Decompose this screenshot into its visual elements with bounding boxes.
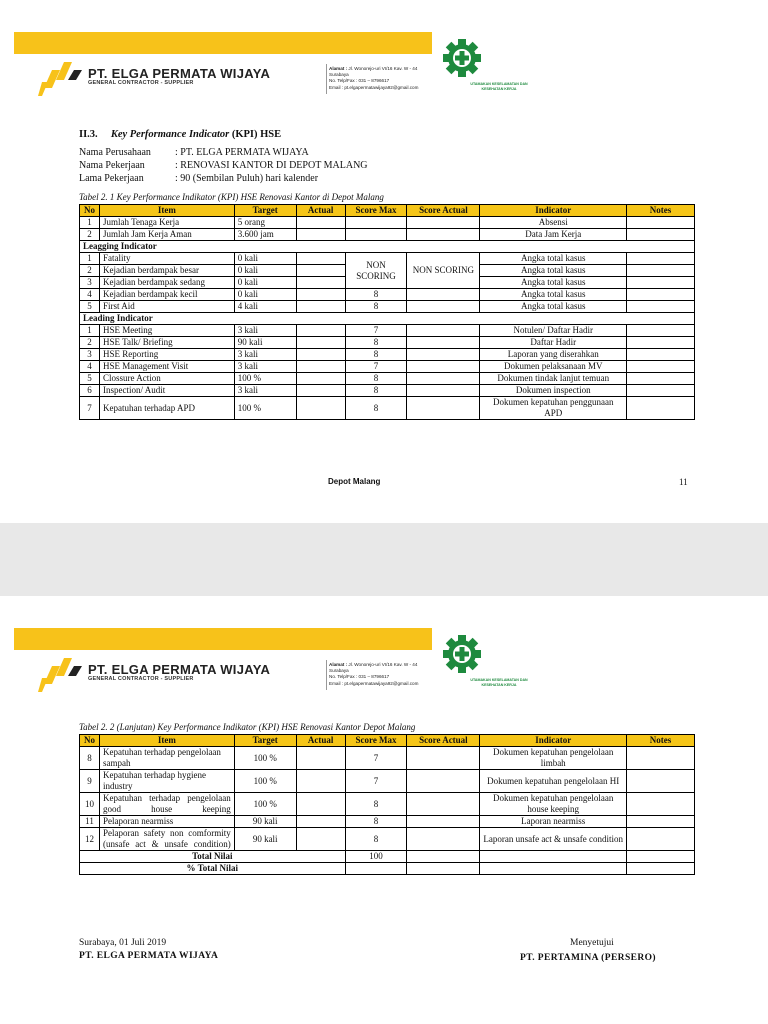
section-title-rest: (KPI) HSE: [231, 129, 282, 140]
cell-target: 100 %: [234, 373, 296, 385]
table-row: [80, 828, 695, 851]
cell-actual: [296, 265, 345, 277]
company-name: PT. ELGA PERMATA WIJAYA: [88, 66, 271, 81]
cell-actual: [296, 361, 345, 373]
percent-total-row: [80, 863, 695, 875]
table-row: [80, 816, 695, 828]
cell-notes: [627, 337, 695, 349]
cell-notes: [627, 253, 695, 265]
address-line-2: Surabaya: [329, 668, 349, 674]
cell-notes: [627, 277, 695, 289]
table-header-row: [80, 735, 695, 747]
cell-indicator: Angka total kasus: [480, 277, 627, 289]
cell-score-max: 7: [345, 747, 407, 770]
cell-indicator: Notulen/ Daftar Hadir: [480, 325, 627, 337]
cell-item: HSE Management Visit: [99, 361, 234, 373]
cell-indicator: Dokumen pelaksanaan MV: [480, 361, 627, 373]
cell-no: 1: [80, 217, 100, 229]
cell-target: 0 kali: [234, 277, 296, 289]
cell-indicator: Dokumen inspection: [480, 385, 627, 397]
cell-indicator: Dokumen kepatuhan pengelolaan limbah: [480, 747, 627, 770]
header-item: Item: [99, 205, 234, 217]
cell-actual: [296, 253, 345, 265]
cell-notes: [627, 397, 695, 420]
percent-total-label: % Total Nilai: [80, 863, 346, 875]
group-row-leading: [80, 313, 695, 325]
total-value: 100: [345, 851, 407, 863]
cell-score-actual: [407, 325, 480, 337]
table-row: [80, 253, 695, 265]
table-row: [80, 793, 695, 816]
cell-indicator: Absensi: [480, 217, 627, 229]
cell-indicator: Dokumen kepatuhan pengelolaan HI: [480, 770, 627, 793]
cell-notes: [627, 229, 695, 241]
cell-score-max: [345, 217, 407, 229]
cell-no: 1: [80, 253, 100, 265]
group-row-lagging: [80, 241, 695, 253]
cell-score-max: 8: [345, 816, 407, 828]
company-logo-marks: [38, 60, 84, 98]
cell-target: 100 %: [234, 793, 296, 816]
header-actual: Actual: [296, 735, 345, 747]
sign-left-company-name: PT. ELGA PERMATA WIJAYA: [79, 951, 219, 961]
cell-score-actual: [407, 397, 480, 420]
header-item: Item: [99, 735, 234, 747]
cell-score-max: 8: [345, 373, 407, 385]
cell-target: 100 %: [234, 770, 296, 793]
letterhead: [0, 596, 768, 706]
cell-actual: [296, 385, 345, 397]
info-key: Nama Perusahaan: [79, 147, 151, 158]
cell-item: Clossure Action: [99, 373, 234, 385]
address-line-4: Email : pt.elgapermatawijaya92@gmail.com: [329, 680, 419, 686]
cell-indicator: Daftar Hadir: [480, 337, 627, 349]
cell-notes: [627, 289, 695, 301]
info-row: [79, 172, 368, 185]
table-row: [80, 385, 695, 397]
cell-no: 10: [80, 793, 100, 816]
cell-actual: [296, 373, 345, 385]
address-line-2: Surabaya: [329, 72, 349, 78]
company-address: [329, 66, 447, 91]
cell-item: Kejadian berdampak sedang: [99, 277, 234, 289]
header-divider: [326, 64, 327, 94]
address-line-1: Jl. Wonorejo-uri VI/16 Kav. W - 44: [348, 66, 418, 71]
cell-item: Fatality: [99, 253, 234, 265]
cell-notes: [627, 385, 695, 397]
cell-actual: [296, 793, 345, 816]
cell-item: Jumlah Tenaga Kerja: [99, 217, 234, 229]
cell-target: 4 kali: [234, 301, 296, 313]
section-title-italic: Key Performance Indicator: [110, 129, 230, 140]
cell-actual: [296, 747, 345, 770]
cell-no: 8: [80, 747, 100, 770]
company-tagline: GENERAL CONTRACTOR - SUPPLIER: [88, 80, 194, 86]
table-row: [80, 770, 695, 793]
page-number: 11: [679, 477, 688, 487]
company-name: PT. ELGA PERMATA WIJAYA: [88, 662, 271, 677]
header-target: Target: [234, 735, 296, 747]
cell-score-max: 7: [345, 325, 407, 337]
cell-target: 0 kali: [234, 253, 296, 265]
table-row: [80, 361, 695, 373]
cell-score-max: [345, 229, 407, 241]
non-scoring-score-max: NON SCORING: [345, 253, 407, 289]
address-line-3: No. Telp/Fax : 031 – 8796617: [329, 78, 390, 84]
header-divider: [326, 660, 327, 690]
cell-notes: [627, 828, 695, 851]
table-2-caption: Tabel 2. 2 (Lanjutan) Key Performance Indikator (KPI) HSE Renovasi Kantor Depot Malang: [79, 722, 416, 732]
cell-item: Kepatuhan terhadap APD: [99, 397, 234, 420]
cell-notes: [627, 747, 695, 770]
header-score-actual: Score Actual: [407, 205, 480, 217]
cell-no: 2: [80, 229, 100, 241]
cell-actual: [296, 828, 345, 851]
address-line-1: Jl. Wonorejo-uri VI/16 Kav. W - 44: [348, 662, 418, 667]
k3-logo-caption: UTAMAKAN KESELAMATAN DAN KESEHATAN KERJA: [470, 678, 528, 687]
header-no: No: [80, 205, 100, 217]
cell-target: 3 kali: [234, 349, 296, 361]
address-label: Alamat :: [329, 66, 348, 71]
cell-item: Pelaporan nearmiss: [99, 816, 234, 828]
document-page-2: [0, 596, 768, 1024]
cell-target: 0 kali: [234, 289, 296, 301]
k3-logo-caption: UTAMAKAN KESELAMATAN DAN KESEHATAN KERJA: [470, 82, 528, 91]
total-label: Total Nilai: [80, 851, 346, 863]
cell-score-max: 7: [345, 361, 407, 373]
company-tagline: GENERAL CONTRACTOR - SUPPLIER: [88, 676, 194, 682]
cell-no: 3: [80, 349, 100, 361]
cell-score-max: 8: [345, 301, 407, 313]
cell-notes: [627, 770, 695, 793]
cell-actual: [296, 816, 345, 828]
table-header-row: [80, 205, 695, 217]
cell-score-max: 8: [345, 397, 407, 420]
cell-item: Jumlah Jam Kerja Aman: [99, 229, 234, 241]
cell-indicator: [480, 863, 627, 875]
table-row: [80, 289, 695, 301]
leading-indicator-label: Leading Indicator: [80, 313, 695, 325]
k3-safety-gear-icon: [442, 38, 482, 78]
cell-no: 5: [80, 301, 100, 313]
cell-target: 90 kali: [234, 828, 296, 851]
cell-no: 4: [80, 361, 100, 373]
cell-no: 12: [80, 828, 100, 851]
cell-target: 100 %: [234, 747, 296, 770]
cell-actual: [296, 229, 345, 241]
cell-score-max: 8: [345, 349, 407, 361]
cell-item: First Aid: [99, 301, 234, 313]
cell-score-actual: [407, 361, 480, 373]
lagging-indicator-label: Leagging Indicator: [80, 241, 695, 253]
info-value: : RENOVASI KANTOR DI DEPOT MALANG: [175, 160, 368, 171]
cell-indicator: Angka total kasus: [480, 253, 627, 265]
table-row: [80, 349, 695, 361]
table-1-caption: Tabel 2. 1 Key Performance Indikator (KPI) HSE Renovasi Kantor di Depot Malang: [79, 192, 384, 202]
cell-item: Inspection/ Audit: [99, 385, 234, 397]
letterhead: [0, 0, 768, 110]
table-row: [80, 747, 695, 770]
cell-score-actual: [407, 217, 480, 229]
table-row: [80, 373, 695, 385]
cell-score-actual: [407, 289, 480, 301]
address-label: Alamat :: [329, 662, 348, 667]
cell-notes: [627, 361, 695, 373]
cell-score-max: 8: [345, 289, 407, 301]
table-row: [80, 325, 695, 337]
table-row: [80, 301, 695, 313]
cell-notes: [627, 349, 695, 361]
cell-score-actual: [407, 816, 480, 828]
info-row: [79, 146, 368, 159]
cell-notes: [627, 373, 695, 385]
cell-indicator: Dokumen kepatuhan penggunaan APD: [480, 397, 627, 420]
kpi-table-2: [79, 734, 695, 875]
cell-notes: [627, 863, 695, 875]
cell-target: 90 kali: [234, 816, 296, 828]
info-key: Lama Pekerjaan: [79, 173, 144, 184]
table-row: [80, 217, 695, 229]
cell-actual: [296, 217, 345, 229]
cell-no: 3: [80, 277, 100, 289]
cell-actual: [296, 301, 345, 313]
cell-score-actual: [407, 337, 480, 349]
cell-notes: [627, 851, 695, 863]
cell-actual: [296, 325, 345, 337]
cell-target: 90 kali: [234, 337, 296, 349]
cell-item: Kepatuhan terhadap hygiene industry: [99, 770, 234, 793]
info-value: : PT. ELGA PERMATA WIJAYA: [175, 147, 309, 158]
cell-notes: [627, 325, 695, 337]
info-key: Nama Pekerjaan: [79, 160, 145, 171]
header-notes: Notes: [627, 735, 695, 747]
sign-left-company: [79, 951, 218, 961]
company-logo-marks: [38, 656, 84, 694]
table-row: [80, 397, 695, 420]
cell-indicator: [480, 851, 627, 863]
company-address: [329, 662, 447, 687]
sign-approve-label: Menyetujui: [570, 938, 614, 948]
cell-no: 6: [80, 385, 100, 397]
cell-item: Kejadian berdampak besar: [99, 265, 234, 277]
sign-right-company-name: PT. PERTAMINA (PERSERO): [520, 953, 656, 963]
cell-no: 2: [80, 265, 100, 277]
cell-indicator: Laporan unsafe act & unsafe condition: [480, 828, 627, 851]
address-line-3: No. Telp/Fax : 031 – 8796617: [329, 674, 390, 680]
non-scoring-score-actual: NON SCORING: [407, 253, 480, 289]
cell-no: 11: [80, 816, 100, 828]
cell-actual: [296, 289, 345, 301]
header-score-max: Score Max: [345, 735, 407, 747]
info-row: [79, 159, 368, 172]
cell-target: 0 kali: [234, 265, 296, 277]
header-indicator: Indicator: [480, 205, 627, 217]
cell-score-actual: [407, 747, 480, 770]
total-row: [80, 851, 695, 863]
header-indicator: Indicator: [480, 735, 627, 747]
cell-notes: [627, 265, 695, 277]
cell-item: HSE Reporting: [99, 349, 234, 361]
cell-target: 3.600 jam: [234, 229, 296, 241]
cell-indicator: Data Jam Kerja: [480, 229, 627, 241]
cell-score-max: 8: [345, 793, 407, 816]
cell-no: 1: [80, 325, 100, 337]
sign-place-date: Surabaya, 01 Juli 2019: [79, 938, 167, 948]
cell-notes: [627, 217, 695, 229]
cell-item: Kejadian berdampak kecil: [99, 289, 234, 301]
table-row: [80, 337, 695, 349]
cell-target: 3 kali: [234, 361, 296, 373]
cell-indicator: Dokumen kepatuhan pengelolaan house keeping: [480, 793, 627, 816]
cell-score-max: [345, 863, 407, 875]
cell-no: 9: [80, 770, 100, 793]
cell-no: 7: [80, 397, 100, 420]
cell-score-actual: [407, 385, 480, 397]
cell-score-actual: [407, 349, 480, 361]
cell-score-max: 8: [345, 337, 407, 349]
cell-actual: [296, 349, 345, 361]
cell-indicator: Laporan yang diserahkan: [480, 349, 627, 361]
cell-indicator: Angka total kasus: [480, 265, 627, 277]
kpi-table-1: [79, 204, 695, 420]
table-row: [80, 229, 695, 241]
letterhead-accent-bar: [14, 628, 432, 650]
cell-actual: [296, 277, 345, 289]
header-no: No: [80, 735, 100, 747]
cell-item: Kepatuhan terhadap pengelolaan good house keeping: [99, 793, 234, 816]
cell-indicator: Angka total kasus: [480, 301, 627, 313]
header-actual: Actual: [296, 205, 345, 217]
cell-score-actual: [407, 851, 480, 863]
cell-score-actual: [407, 373, 480, 385]
cell-no: 5: [80, 373, 100, 385]
cell-score-actual: [407, 863, 480, 875]
header-score-max: Score Max: [345, 205, 407, 217]
project-info: [79, 146, 368, 185]
header-notes: Notes: [627, 205, 695, 217]
cell-notes: [627, 793, 695, 816]
cell-target: 3 kali: [234, 385, 296, 397]
address-line-4: Email : pt.elgapermatawijaya92@gmail.com: [329, 84, 419, 90]
cell-score-max: 7: [345, 770, 407, 793]
cell-score-actual: [407, 828, 480, 851]
info-value: : 90 (Sembilan Puluh) hari kalender: [175, 173, 319, 184]
cell-score-max: 8: [345, 828, 407, 851]
cell-score-actual: [407, 229, 480, 241]
cell-score-max: 8: [345, 385, 407, 397]
sign-right-company: [520, 953, 656, 963]
cell-score-actual: [407, 793, 480, 816]
section-number: II.3.: [79, 129, 98, 140]
cell-notes: [627, 816, 695, 828]
cell-target: 5 orang: [234, 217, 296, 229]
cell-item: HSE Talk/ Briefing: [99, 337, 234, 349]
cell-target: 3 kali: [234, 325, 296, 337]
cell-indicator: Laporan nearmiss: [480, 816, 627, 828]
k3-safety-gear-icon: [442, 634, 482, 674]
cell-no: 2: [80, 337, 100, 349]
header-score-actual: Score Actual: [407, 735, 480, 747]
footer-location: Depot Malang: [328, 477, 381, 486]
cell-score-actual: [407, 301, 480, 313]
cell-score-actual: [407, 770, 480, 793]
cell-item: HSE Meeting: [99, 325, 234, 337]
cell-actual: [296, 397, 345, 420]
header-target: Target: [234, 205, 296, 217]
cell-indicator: Dokumen tindak lanjut temuan: [480, 373, 627, 385]
cell-target: 100 %: [234, 397, 296, 420]
cell-actual: [296, 337, 345, 349]
cell-item: Kepatuhan terhadap pengelolaan sampah: [99, 747, 234, 770]
cell-no: 4: [80, 289, 100, 301]
section-heading: [79, 129, 281, 140]
cell-actual: [296, 770, 345, 793]
cell-notes: [627, 301, 695, 313]
letterhead-accent-bar: [14, 32, 432, 54]
cell-indicator: Angka total kasus: [480, 289, 627, 301]
cell-item: Pelaporan safety non comformity (unsafe act & unsafe condition): [99, 828, 234, 851]
